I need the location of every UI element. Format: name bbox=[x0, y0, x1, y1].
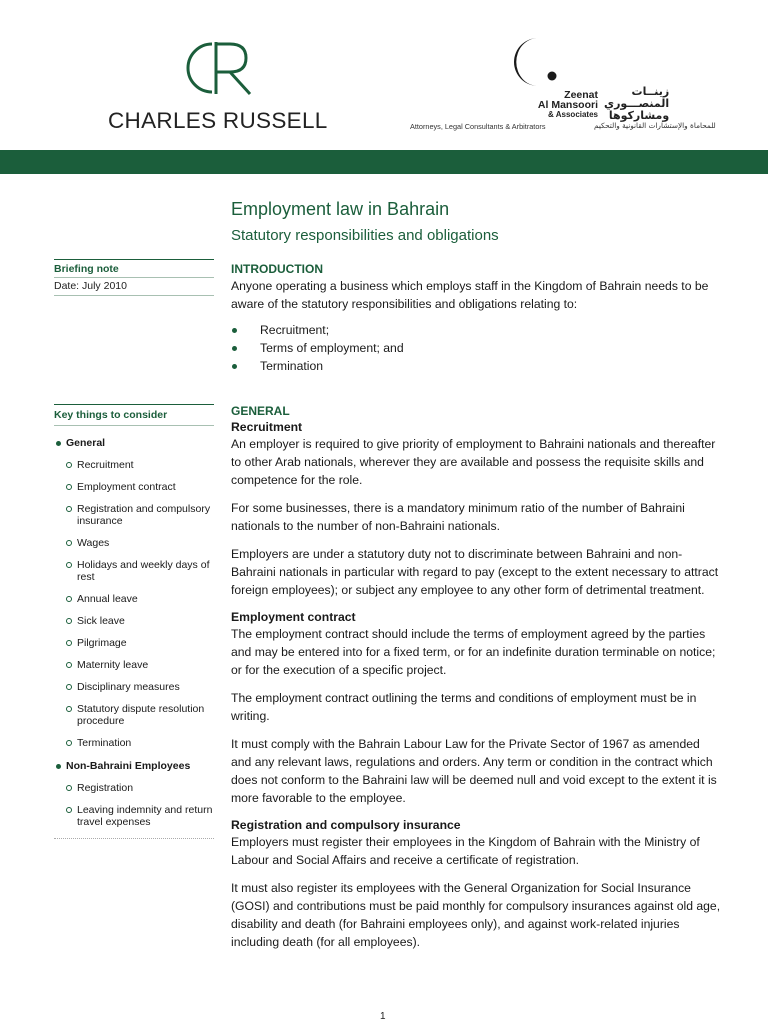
key-subitem: Wages bbox=[54, 537, 214, 549]
briefing-note-label: Briefing note bbox=[54, 263, 119, 275]
intro-bullet: Terms of employment; and bbox=[231, 339, 721, 357]
zeenat-tagline-en: Attorneys, Legal Consultants & Arbitrators bbox=[410, 122, 546, 131]
recruitment-paragraph: An employer is required to give priority of employment to Bahraini nationals and thereafter to other Arab nationals, wherever they are available and possess the requisite skills and competence for the role. bbox=[231, 437, 716, 487]
general-heading: GENERAL bbox=[231, 404, 290, 418]
key-subitem: Maternity leave bbox=[54, 659, 214, 671]
key-things-heading: Key things to consider bbox=[54, 409, 168, 421]
intro-heading: INTRODUCTION bbox=[231, 262, 323, 276]
key-subitem: Disciplinary measures bbox=[54, 681, 214, 693]
document-title: Employment law in Bahrain bbox=[231, 199, 450, 219]
key-subitem: Leaving indemnity and return travel expenses bbox=[54, 804, 214, 828]
key-things-bottom-rule bbox=[54, 838, 214, 839]
header-green-band bbox=[0, 150, 768, 174]
recruitment-paragraph: Employers are under a statutory duty not to discriminate between Bahraini and non-Bahraini nationals in particular with regard to pay (except to the extent necessary to attract foreign employees); or subject any employee to any other form of detrimental treatment. bbox=[231, 547, 719, 597]
key-subitem: Holidays and weekly days of rest bbox=[54, 559, 214, 583]
contract-paragraph: The employment contract outlining the terms and conditions of employment must be in writing. bbox=[231, 691, 697, 723]
charles-russell-logo bbox=[108, 38, 328, 138]
intro-bullet-list bbox=[231, 321, 721, 375]
document-subtitle: Statutory responsibilities and obligations bbox=[231, 227, 499, 244]
registration-paragraph: It must also register its employees with the General Organization for Social Insurance (GOSI) and contributions must be paid monthly for compulsory insurances against old age, disability and death (for Bahraini employees only), and against work-related injuries including death (for all employees). bbox=[231, 881, 721, 949]
key-item-general: General bbox=[54, 437, 214, 449]
registration-paragraph: Employers must register their employees in the Kingdom of Bahrain with the Ministry of Labour and Social Affairs and receive a certificate of registration. bbox=[231, 835, 700, 867]
main-content bbox=[231, 261, 721, 951]
key-subitem: Pilgrimage bbox=[54, 637, 214, 649]
intro-bullet: Termination bbox=[231, 357, 721, 375]
briefing-date: Date: July 2010 bbox=[54, 280, 127, 292]
contract-paragraph: The employment contract should include the terms of employment agreed by the parties and may be entered into for a fixed term, or for an indefinite duration terminable on notice; or for the execution of a specific project. bbox=[231, 627, 716, 677]
key-things-box bbox=[54, 404, 214, 839]
crescent-emblem-icon bbox=[504, 36, 574, 92]
key-item-non-bahraini: Non-Bahraini Employees bbox=[54, 760, 214, 772]
key-subitem: Annual leave bbox=[54, 593, 214, 605]
key-subitem: Employment contract bbox=[54, 481, 214, 493]
key-subitem: Recruitment bbox=[54, 459, 214, 471]
intro-bullet: Recruitment; bbox=[231, 321, 721, 339]
key-subitem: Registration and compulsory insurance bbox=[54, 503, 214, 527]
key-subitem: Registration bbox=[54, 782, 214, 794]
contract-paragraph: It must comply with the Bahrain Labour Law for the Private Sector of 1967 as amended and any relevant laws, regulations and orders. Any term or condition in the contract which does not conform to the Bahraini law will be deemed null and void except to the extent it is more favorable to the employee. bbox=[231, 737, 717, 805]
zeenat-al-mansoori-logo bbox=[408, 36, 716, 136]
zeenat-tagline-ar: للمحاماة والإستشارات القانونية والتحكيم bbox=[594, 121, 716, 130]
charles-russell-name: CHARLES RUSSELL bbox=[108, 108, 328, 133]
key-subitem: Statutory dispute resolution procedure bbox=[54, 703, 214, 727]
zeenat-arabic-name: زينــات المنصـــوري ومشاركوها bbox=[604, 85, 670, 122]
key-subitem: Termination bbox=[54, 737, 214, 749]
sidebar-divider bbox=[54, 425, 214, 426]
briefing-note-box bbox=[54, 259, 214, 296]
sidebar-divider bbox=[54, 295, 214, 296]
recruitment-heading: Recruitment bbox=[231, 420, 303, 434]
zeenat-name-lines: Zeenat Al Mansoori & Associates bbox=[537, 89, 598, 119]
intro-paragraph: Anyone operating a business which employs staff in the Kingdom of Bahrain needs to be aware of the statutory responsibilities and obligations relating to: bbox=[231, 279, 709, 311]
key-subitem: Sick leave bbox=[54, 615, 214, 627]
key-things-list bbox=[54, 437, 214, 828]
registration-heading: Registration and compulsory insurance bbox=[231, 818, 461, 832]
contract-heading: Employment contract bbox=[231, 610, 356, 624]
recruitment-paragraph: For some businesses, there is a mandatory minimum ratio of the number of Bahraini nationals to the number of non-Bahraini nationals. bbox=[231, 501, 685, 533]
page-number: 1 bbox=[380, 1011, 386, 1022]
cr-monogram-icon bbox=[180, 38, 260, 96]
